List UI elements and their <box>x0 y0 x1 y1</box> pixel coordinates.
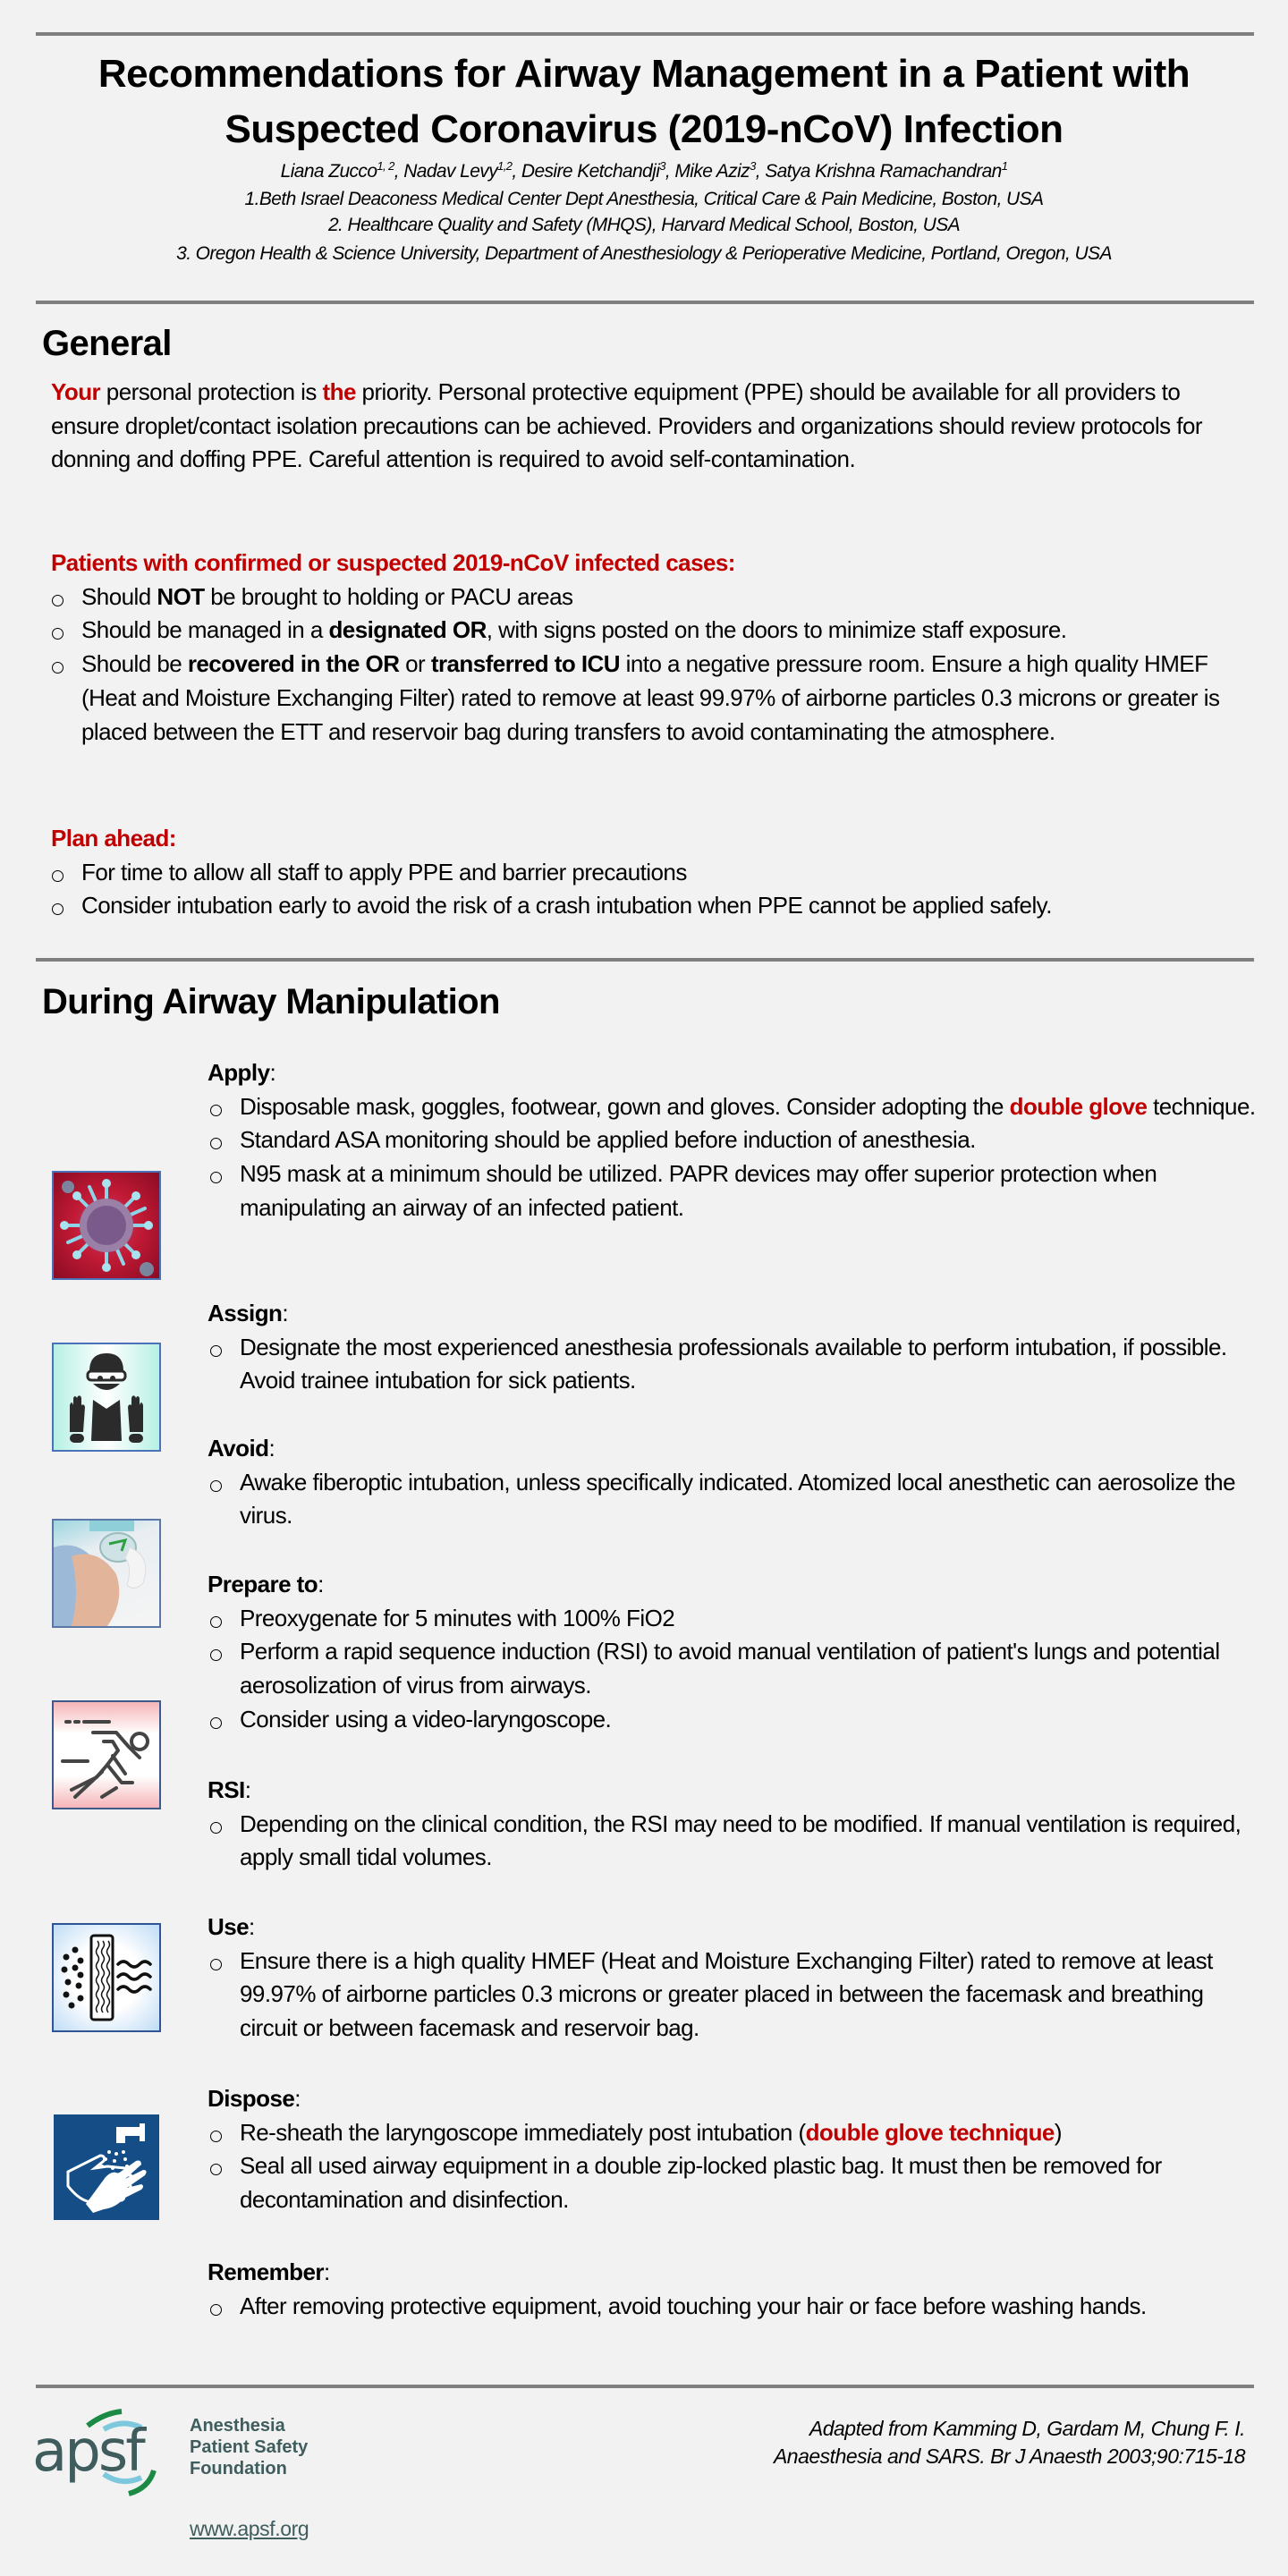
remember-heading: Remember: <box>208 2258 330 2285</box>
authors-line <box>0 161 1288 182</box>
avoid-block <box>208 1432 1263 1533</box>
header-divider <box>36 301 1254 304</box>
poster-title-line-1: Recommendations for Airway Management in a Patient with <box>97 52 1191 96</box>
list-item: Ensure there is a high quality HMEF (Heat and Moisture Exchanging Filter) rated to remove at least 99.97% of airborne particles 0.3 microns or greater placed in between the facemask and breathing circuit or between facemask and reservoir bag. <box>208 1945 1263 2046</box>
author: Nadav Levy$^{1,2}$, <box>403 159 521 182</box>
general-intro: Your personal protection is the priority. Personal protective equipment (PPE) should be available for all providers to ensure droplet/contact isolation precautions can be achieved. Providers and organizations should review protocols for donning and doffing PPE. Careful attention is required to avoid self-contamination. <box>51 378 1202 473</box>
remember-block <box>208 2256 1263 2323</box>
apply-block <box>208 1056 1263 1225</box>
dispose-block <box>208 2082 1263 2217</box>
list-item: Re-sheath the laryngoscope immediately post intubation (double glove technique) <box>208 2116 1263 2150</box>
hand-washing-icon <box>54 2114 159 2220</box>
list-item: For time to allow all staff to apply PPE and barrier precautions <box>49 856 1250 890</box>
list-item: Should be recovered in the OR or transferred to ICU into a negative pressure room. Ensure a high quality HMEF (Heat and Moisture Exchanging Filter) rated to remove at least 99.97% of airborne particles 0.3 microns or greater is placed between the ETT and reservoir bag during transfers to avoid contaminating the atmosphere. <box>49 648 1250 749</box>
mask-ventilation-icon <box>52 1519 161 1628</box>
list-item: Consider intubation early to avoid the risk of a crash intubation when PPE cannot be applied safely. <box>49 889 1250 923</box>
use-heading: Use: <box>208 1913 255 1940</box>
affiliation-2: 2. Healthcare Quality and Safety (MHQS), Harvard Medical School, Boston, USA <box>327 215 961 235</box>
general-divider <box>36 958 1254 962</box>
avoid-heading: Avoid: <box>208 1435 275 1462</box>
footer-divider <box>36 2385 1254 2388</box>
surgeon-ppe-icon <box>52 1343 161 1452</box>
affiliation-1: 1.Beth Israel Deaconess Medical Center Dept Anesthesia, Critical Care & Pain Medicine, Boston, USA <box>244 189 1044 209</box>
svg-text:apsf: apsf <box>32 2419 143 2485</box>
rsi-heading: RSI: <box>208 1776 251 1803</box>
plan-ahead-block <box>51 822 1250 923</box>
plan-ahead-heading: Plan ahead: <box>51 825 176 852</box>
apply-heading: Apply: <box>208 1059 276 1086</box>
patients-heading: Patients with confirmed or suspected 2019-nCoV infected cases: <box>51 549 735 576</box>
running-person-icon <box>52 1700 161 1809</box>
list-item: Standard ASA monitoring should be applied before induction of anesthesia. <box>208 1123 1263 1157</box>
list-item: Depending on the clinical condition, the RSI may need to be modified. If manual ventilation is required, apply small tidal volumes. <box>208 1808 1263 1875</box>
author: Satya Krishna Ramachandran$^1$ <box>765 159 1008 182</box>
list-item: Preoxygenate for 5 minutes with 100% FiO2 <box>208 1602 1263 1636</box>
assign-heading: Assign: <box>208 1300 289 1326</box>
list-item: Disposable mask, goggles, footwear, gown and gloves. Consider adopting the double glove technique. <box>208 1090 1263 1124</box>
virus-icon <box>52 1171 161 1280</box>
list-item: N95 mask at a minimum should be utilized. PAPR devices may offer superior protection when manipulating an airway of an infected patient. <box>208 1157 1263 1224</box>
author: Liana Zucco$^{1, 2}$, <box>280 159 404 182</box>
website-link[interactable]: www.apsf.org <box>190 2517 309 2540</box>
author: Mike Aziz$^3$, <box>674 159 766 182</box>
dispose-heading: Dispose: <box>208 2085 301 2112</box>
section-heading-manipulation: During Airway Manipulation <box>42 982 500 1021</box>
rsi-block <box>208 1774 1263 1875</box>
hmef-filter-icon <box>52 1923 161 2032</box>
list-item: Consider using a video-laryngoscope. <box>208 1703 1263 1737</box>
list-item: Should NOT be brought to holding or PACU areas <box>49 580 1250 614</box>
reference-citation: Adapted from Kamming D, Gardam M, Chung F. I. Anaesthesia and SARS. Br J Anaesth 2003;90:715-18 <box>773 2417 1245 2468</box>
list-item: Perform a rapid sequence induction (RSI) to avoid manual ventilation of patient's lungs and potential aerosolization of virus from airways. <box>208 1635 1263 1702</box>
use-block <box>208 1911 1263 2046</box>
affiliation-3: 3. Oregon Health & Science University, Department of Anesthesiology & Perioperative Medicine, Portland, Oregon, USA <box>176 243 1112 264</box>
top-divider <box>36 32 1254 36</box>
apsf-logo <box>32 2406 184 2504</box>
assign-block <box>208 1297 1263 1398</box>
patients-block <box>51 547 1250 749</box>
list-item: Awake fiberoptic intubation, unless specifically indicated. Atomized local anesthetic can aerosolize the virus. <box>208 1466 1263 1533</box>
prepare-heading: Prepare to: <box>208 1571 324 1597</box>
list-item: Seal all used airway equipment in a double zip-locked plastic bag. It must then be removed for decontamination and disinfection. <box>208 2149 1263 2216</box>
list-item: After removing protective equipment, avoid touching your hair or face before washing hands. <box>208 2290 1263 2324</box>
poster-title-line-2: Suspected Coronavirus (2019-nCoV) Infection <box>225 107 1063 151</box>
prepare-block <box>208 1568 1263 1737</box>
list-item: Should be managed in a designated OR, with signs posted on the doors to minimize staff exposure. <box>49 614 1250 648</box>
author: Desire Ketchandji$^3$, <box>521 159 675 182</box>
list-item: Designate the most experienced anesthesia professionals available to perform intubation, if possible. Avoid trainee intubation for sick patients. <box>208 1331 1263 1398</box>
org-name: Anesthesia Patient Safety Foundation <box>190 2416 309 2479</box>
section-heading-general: General <box>42 324 172 363</box>
